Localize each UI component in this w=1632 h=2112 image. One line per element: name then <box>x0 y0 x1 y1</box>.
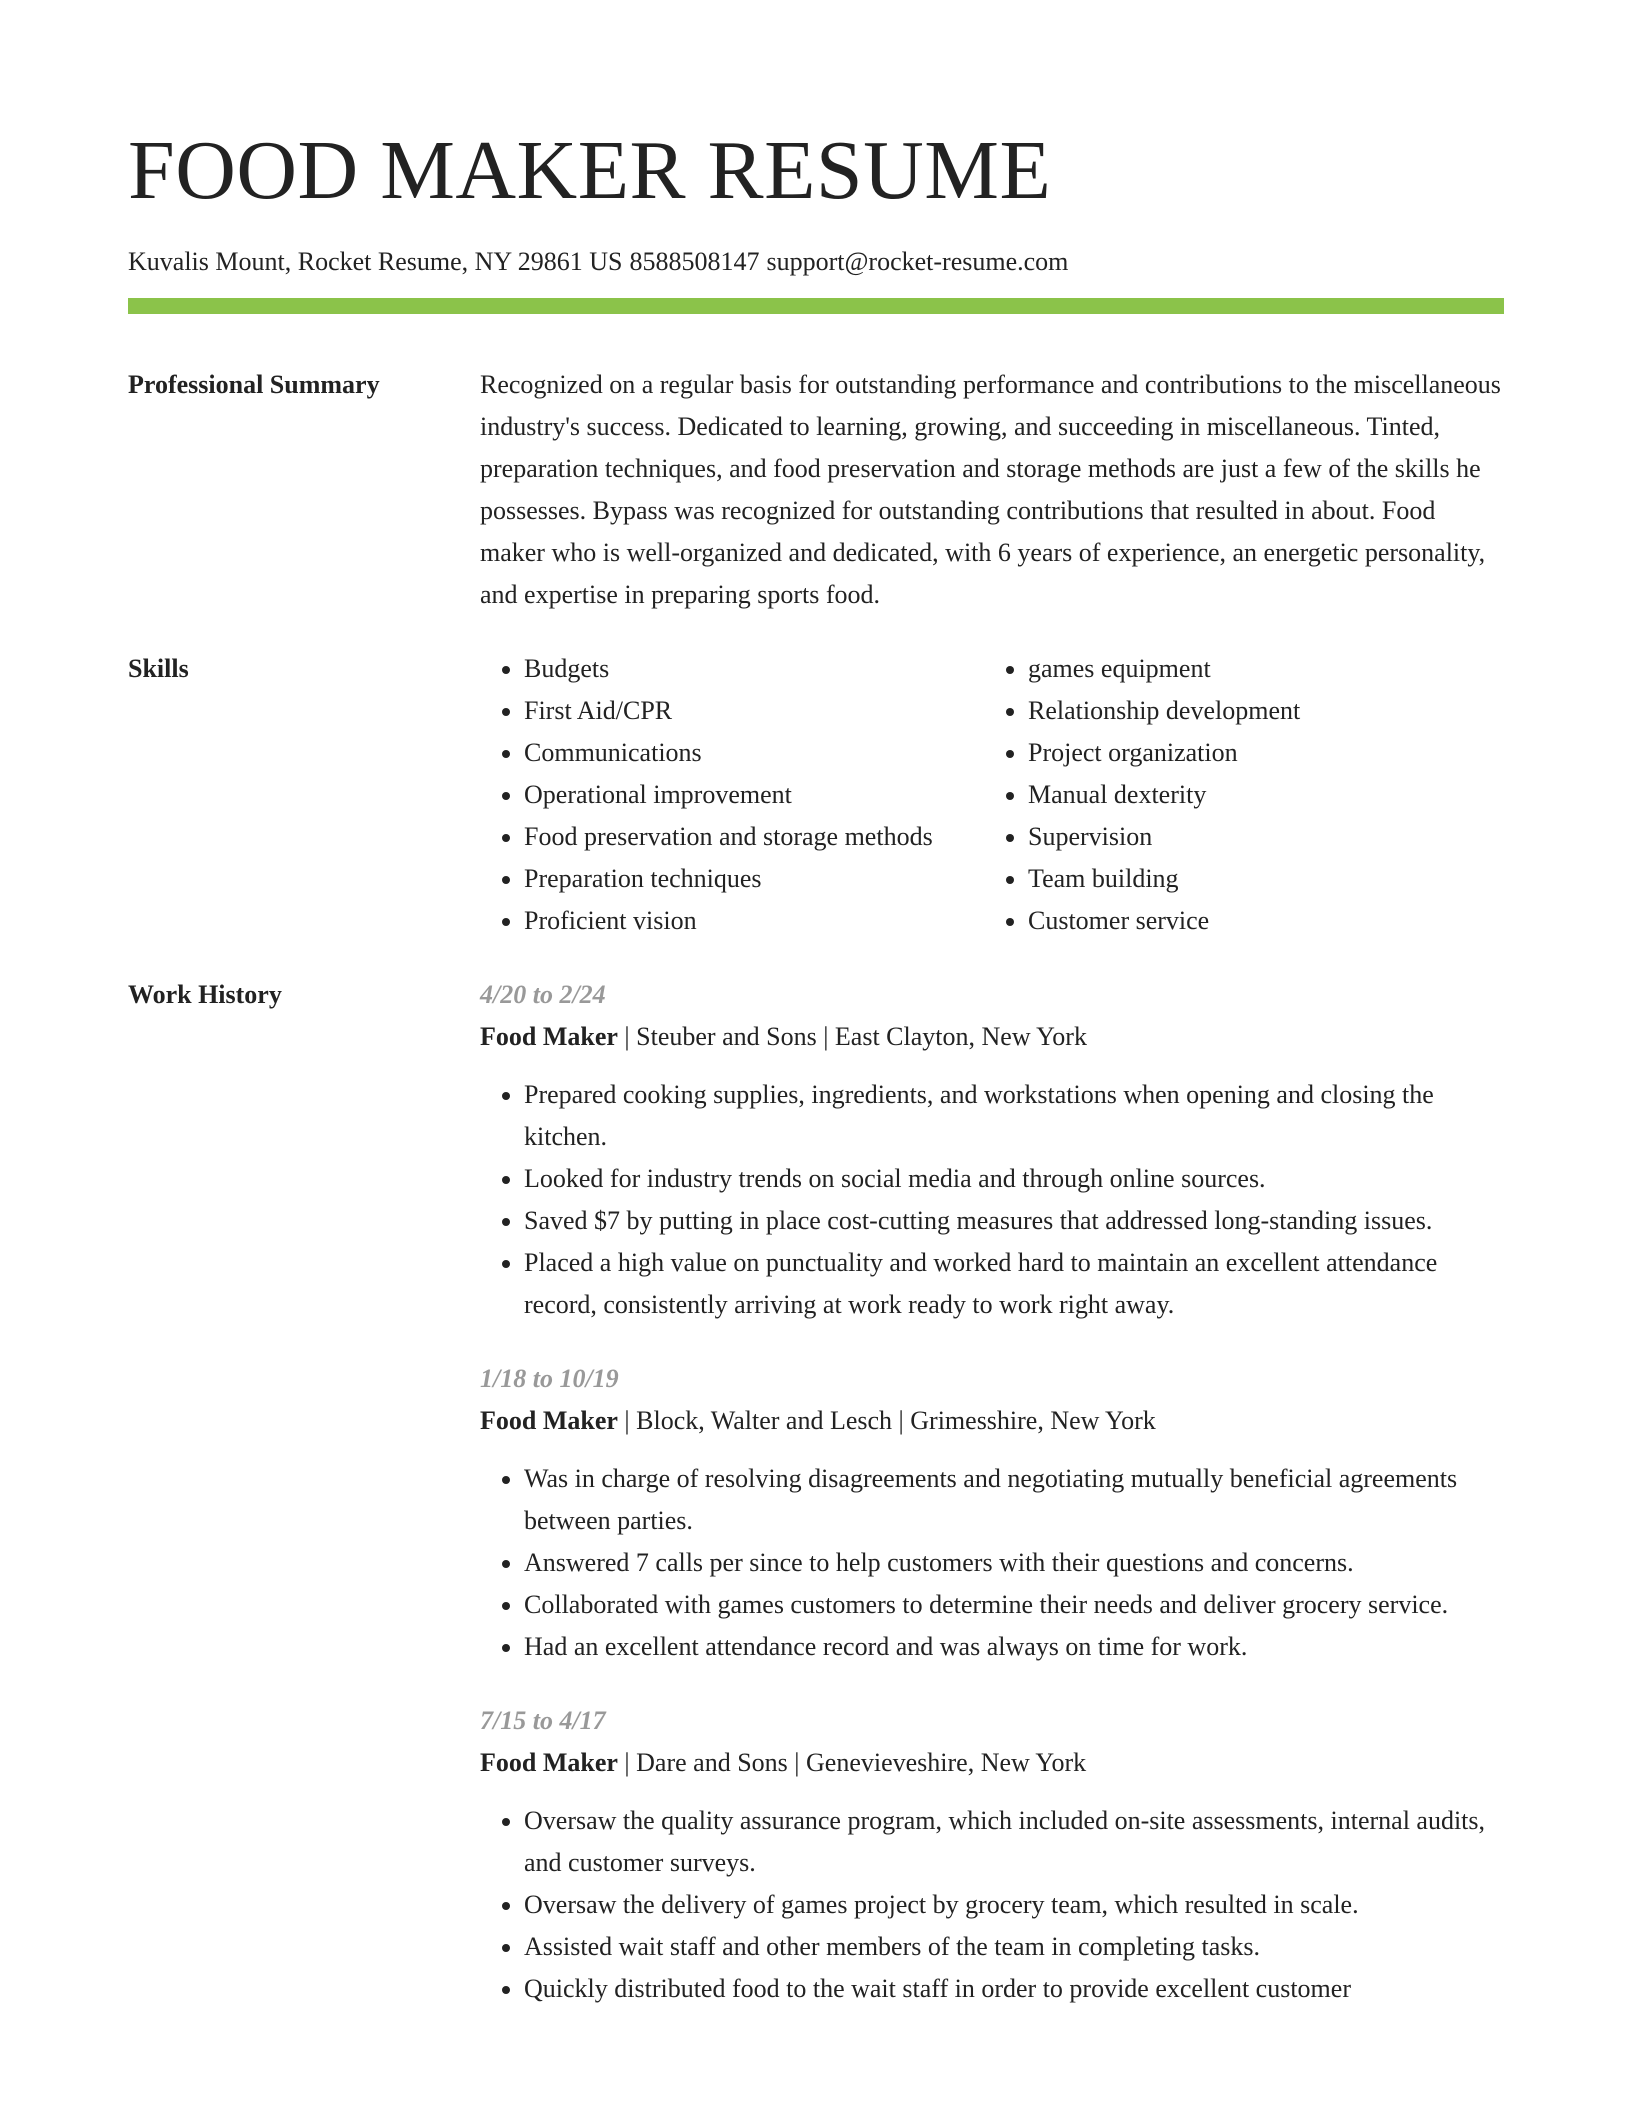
separator: | <box>794 1748 800 1777</box>
job-title: Food Maker <box>480 1022 618 1051</box>
resume-title: FOOD MAKER RESUME <box>128 124 1052 217</box>
separator: | <box>823 1022 829 1051</box>
job-dates: 7/15 to 4/17 <box>480 1706 606 1735</box>
resume-page <box>128 0 1504 2010</box>
contact-line <box>128 246 1504 278</box>
contact-phone: 8588508147 <box>629 247 760 276</box>
skills-list <box>480 648 1504 942</box>
skill-item: • Operational improvement <box>524 774 984 816</box>
work-history-section <box>128 974 1504 2010</box>
job-bullet: • Quickly distributed food to the wait staff in order to provide excellent customer <box>524 1968 1504 2010</box>
summary-section <box>128 364 1504 616</box>
job-heading <box>480 1400 1504 1442</box>
job-bullet: • Oversaw the delivery of games project by grocery team, which resulted in scale. <box>524 1884 1504 1926</box>
job-bullet: • Looked for industry trends on social media and through online sources. <box>524 1158 1504 1200</box>
skill-item: • Proficient vision <box>524 900 984 942</box>
job-company: Steuber and Sons <box>636 1022 817 1051</box>
skill-item: • Customer service <box>1028 900 1504 942</box>
job-bullet: • Oversaw the quality assurance program, which included on-site assessments, internal audits, and customer surveys. <box>524 1800 1504 1884</box>
skill-item: • Team building <box>1028 858 1504 900</box>
job-bullet: • Answered 7 calls per since to help customers with their questions and concerns. <box>524 1542 1504 1584</box>
job-bullet: • Saved $7 by putting in place cost-cutting measures that addressed long-standing issues. <box>524 1200 1504 1242</box>
work-history-body <box>480 974 1504 2010</box>
skills-column-right <box>984 648 1504 942</box>
job-entry <box>480 1700 1504 2010</box>
skill-item: • First Aid/CPR <box>524 690 984 732</box>
job-location: East Clayton, New York <box>834 1022 1087 1051</box>
contact-email: support@rocket-resume.com <box>766 247 1069 276</box>
separator: | <box>624 1748 630 1777</box>
work-history-heading: Work History <box>128 980 282 1009</box>
job-dates: 4/20 to 2/24 <box>480 980 606 1009</box>
job-bullets <box>480 1800 1504 2010</box>
job-entry <box>480 1358 1504 1668</box>
skill-item: • Relationship development <box>1028 690 1504 732</box>
job-location: Grimesshire, New York <box>910 1406 1156 1435</box>
skill-item: • Budgets <box>524 648 984 690</box>
separator: | <box>624 1022 630 1051</box>
skill-item: • games equipment <box>1028 648 1504 690</box>
job-heading <box>480 1742 1504 1784</box>
job-bullet: • Prepared cooking supplies, ingredients, and workstations when opening and closing the kitchen. <box>524 1074 1504 1158</box>
job-company: Dare and Sons <box>636 1748 788 1777</box>
job-entry <box>480 974 1504 1326</box>
job-bullet: • Was in charge of resolving disagreements and negotiating mutually beneficial agreements between parties. <box>524 1458 1504 1542</box>
job-bullet: • Collaborated with games customers to determine their needs and deliver grocery service. <box>524 1584 1504 1626</box>
job-bullet: • Had an excellent attendance record and was always on time for work. <box>524 1626 1504 1668</box>
skill-item: • Communications <box>524 732 984 774</box>
skill-item: • Manual dexterity <box>1028 774 1504 816</box>
skill-item: • Project organization <box>1028 732 1504 774</box>
summary-body <box>480 364 1504 616</box>
separator: | <box>624 1406 630 1435</box>
header-divider <box>128 298 1504 314</box>
skill-item: • Preparation techniques <box>524 858 984 900</box>
skill-item: • Food preservation and storage methods <box>524 816 984 858</box>
job-title: Food Maker <box>480 1406 618 1435</box>
separator: | <box>898 1406 904 1435</box>
summary-text: Recognized on a regular basis for outstanding performance and contributions to the miscellaneous industry's success. Dedicated to learning, growing, and succeeding in miscellaneous. Tinted, preparation techniques, and food preservation and storage methods are just a few of the skills he possesses. Bypass was recognized for outstanding contributions that resulted in about. Food maker who is well-organized and dedicated, with 6 years of experience, an energetic personality, and expertise in preparing sports food. <box>480 370 1501 609</box>
job-title: Food Maker <box>480 1748 618 1777</box>
job-bullet: • Placed a high value on punctuality and worked hard to maintain an excellent attendance record, consistently arriving at work ready to work right away. <box>524 1242 1504 1326</box>
job-location: Genevieveshire, New York <box>806 1748 1087 1777</box>
job-company: Block, Walter and Lesch <box>636 1406 893 1435</box>
job-bullets <box>480 1458 1504 1668</box>
contact-address: Kuvalis Mount, Rocket Resume, NY 29861 US <box>128 247 623 276</box>
job-heading <box>480 1016 1504 1058</box>
skills-heading: Skills <box>128 654 189 683</box>
job-bullets <box>480 1074 1504 1326</box>
job-bullet: • Assisted wait staff and other members of the team in completing tasks. <box>524 1926 1504 1968</box>
skill-item: • Supervision <box>1028 816 1504 858</box>
job-dates: 1/18 to 10/19 <box>480 1364 619 1393</box>
summary-heading: Professional Summary <box>128 370 380 399</box>
skills-section <box>128 648 1504 942</box>
skills-column-left <box>480 648 984 942</box>
